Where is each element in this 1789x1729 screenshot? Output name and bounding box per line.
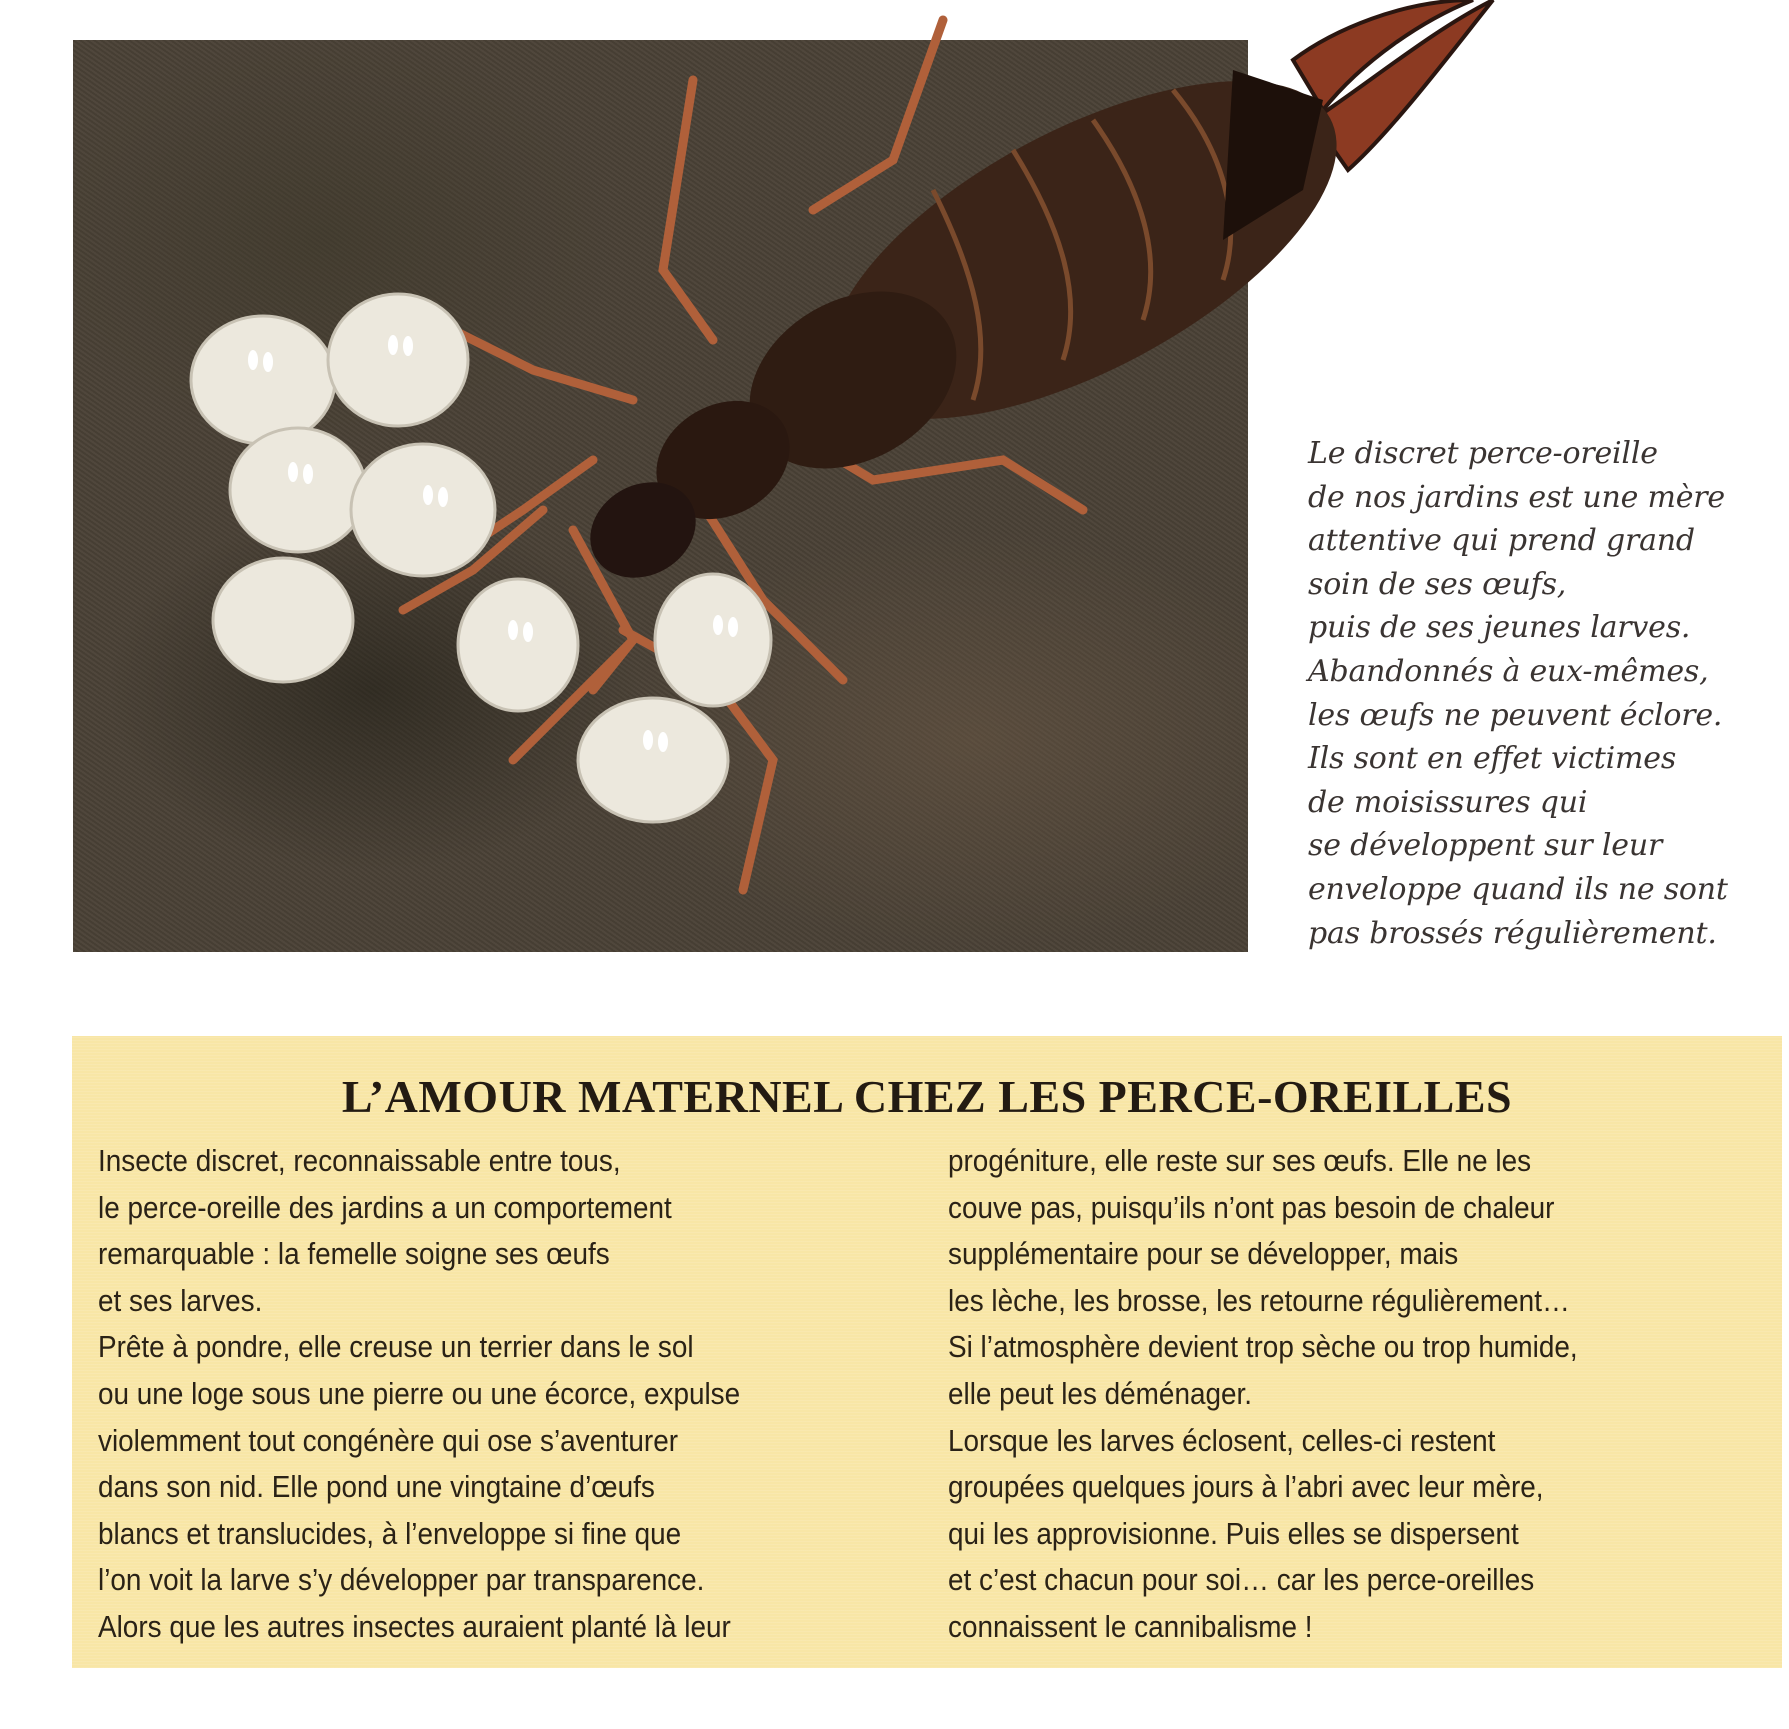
body-line: Alors que les autres insectes auraient planté là leur <box>98 1608 731 1644</box>
egg <box>578 698 728 822</box>
body-line: groupées quelques jours à l’abri avec leur mère, <box>948 1469 1544 1505</box>
body-line: progéniture, elle reste sur ses œufs. Elle ne les <box>948 1143 1532 1178</box>
earwig-photo <box>73 40 1248 952</box>
egg <box>191 316 335 444</box>
caption-line: attentive qui prend grand <box>1308 523 1695 559</box>
body-line: le perce-oreille des jardins a un comportement <box>98 1189 672 1225</box>
body-line: Lorsque les larves éclosent, celles-ci restent <box>948 1422 1496 1458</box>
earwig-illustration <box>73 0 1473 952</box>
body-line: et ses larves. <box>98 1282 263 1318</box>
photo-caption <box>1308 432 1778 955</box>
egg <box>351 444 495 576</box>
caption-line: soin de ses œufs, <box>1308 566 1567 602</box>
caption-line: de nos jardins est une mère <box>1308 479 1725 515</box>
caption-line: de moisissures qui <box>1308 784 1588 820</box>
body-line: connaissent le cannibalisme ! <box>948 1608 1313 1644</box>
caption-line: pas brossés régulièrement. <box>1308 915 1717 951</box>
body-line: qui les approvisionne. Puis elles se dispersent <box>948 1515 1519 1551</box>
egg <box>213 558 353 682</box>
egg <box>328 294 468 426</box>
caption-line: se développent sur leur <box>1308 828 1663 864</box>
body-line: elle peut les déménager. <box>948 1375 1253 1411</box>
body-line: dans son nid. Elle pond une vingtaine d’œufs <box>98 1469 655 1505</box>
caption-line: Le discret perce-oreille <box>1308 436 1658 471</box>
body-line: l’on voit la larve s’y développer par transparence. <box>98 1562 705 1598</box>
egg <box>230 428 366 552</box>
sidebar-box <box>72 1036 1782 1668</box>
box-title: L’AMOUR MATERNEL CHEZ LES PERCE-OREILLES <box>341 1071 1513 1122</box>
body-line: violemment tout congénère qui ose s’aventurer <box>98 1422 679 1458</box>
body-line: les lèche, les brosse, les retourne régulièrement… <box>948 1282 1570 1318</box>
caption-line: Ils sont en effet victimes <box>1308 741 1677 777</box>
caption-line: les œufs ne peuvent éclore. <box>1308 697 1723 733</box>
left-column <box>98 1138 740 1651</box>
caption-line: enveloppe quand ils ne sont <box>1308 871 1728 907</box>
caption-line: puis de ses jeunes larves. <box>1308 610 1691 646</box>
body-line: blancs et translucides, à l’enveloppe si fine que <box>98 1515 682 1551</box>
body-line: Si l’atmosphère devient trop sèche ou trop humide, <box>948 1329 1578 1365</box>
body-line: Insecte discret, reconnaissable entre tous, <box>98 1143 621 1178</box>
egg <box>458 579 578 711</box>
body-line: supplémentaire pour se développer, mais <box>948 1236 1459 1272</box>
body-line: couve pas, puisqu’ils n’ont pas besoin de chaleur <box>948 1189 1555 1225</box>
egg <box>655 574 771 706</box>
body-line: et c’est chacun pour soi… car les perce-oreilles <box>948 1562 1535 1598</box>
body-line: remarquable : la femelle soigne ses œufs <box>98 1236 610 1272</box>
caption-line: Abandonnés à eux-mêmes, <box>1308 653 1709 689</box>
body-line: ou une loge sous une pierre ou une écorce, expulse <box>98 1375 741 1411</box>
body-line: Prête à pondre, elle creuse un terrier dans le sol <box>98 1329 694 1365</box>
right-column <box>948 1138 1578 1651</box>
